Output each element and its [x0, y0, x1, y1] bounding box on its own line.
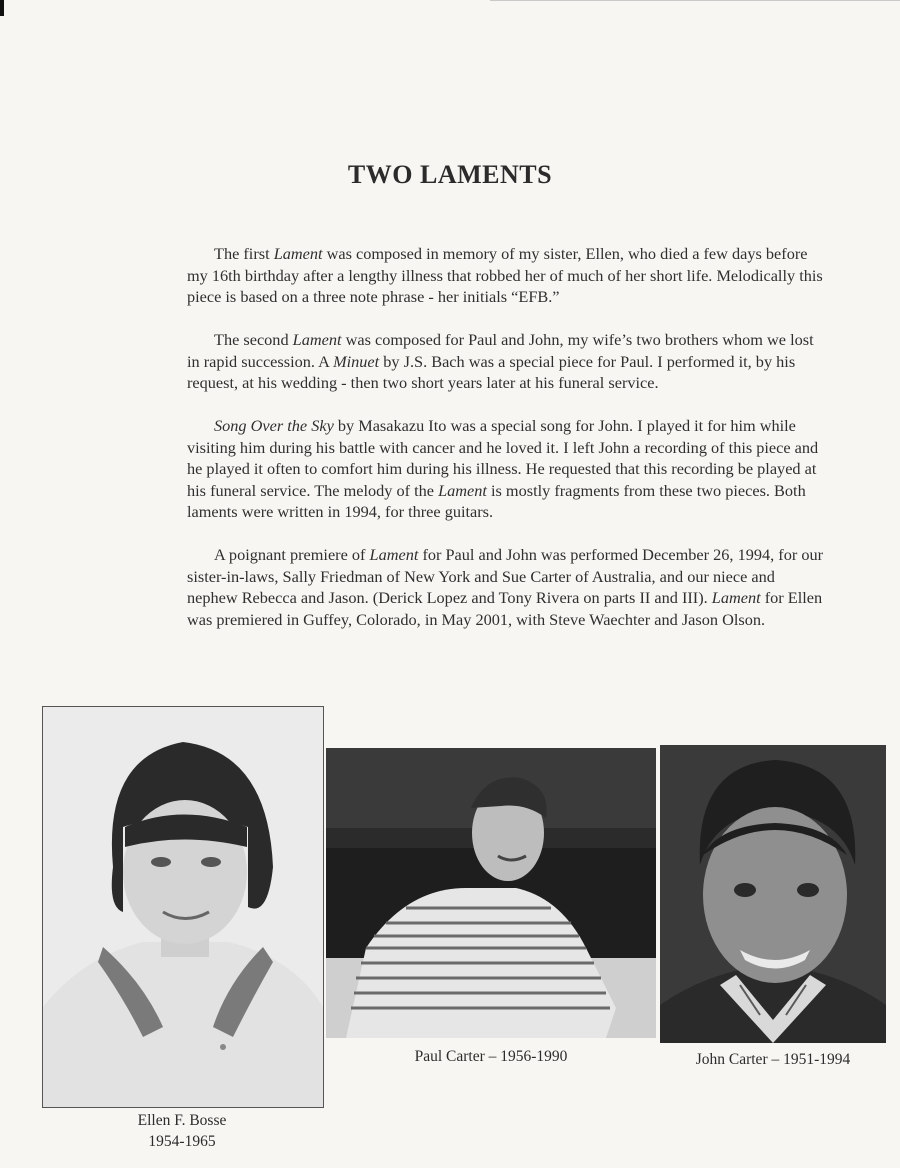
paragraph-2: The second Lament was composed for Paul and John, my wife’s two brothers whom we lost in rapid succession. A Minuet by J.S. Bach was a special piece for Paul. I performed it, by his request, at his wedding - then two short years later at his funeral service. [187, 330, 814, 392]
paragraph-3: Song Over the Sky by Masakazu Ito was a special song for John. I played it for him while visiting him during his battle with cancer and he loved it. I left John a recording of this piece and he played it often to comfort him during his illness. He requested that this recording be played at his funeral service. The melody of the Lament is mostly fragments from these two pieces. Both laments were written in 1994, for three guitars. [187, 416, 819, 521]
caption-ellen [42, 1110, 322, 1152]
photo-john [660, 745, 886, 1043]
photo-ellen [42, 706, 324, 1108]
caption-paul: Paul Carter – 1956-1990 [414, 1048, 568, 1065]
scan-edge-line [490, 0, 900, 1]
caption-ellen-name: Ellen F. Bosse [137, 1112, 227, 1129]
paragraph-4: A poignant premiere of Lament for Paul and John was performed December 26, 1994, for our sister-in-laws, Sally Friedman of New York and Sue Carter of Australia, and our niece and nephew Rebecca and Jason. (Derick Lopez and Tony Rivera on parts II and III). Lament for Ellen was premiered in Guffey, Colorado, in May 2001, with Steve Waechter and Jason Olson. [187, 545, 824, 629]
caption-john: John Carter – 1951-1994 [695, 1051, 851, 1068]
photo-paul [326, 748, 656, 1038]
paragraph-1: The first Lament was composed in memory of my sister, Ellen, who died a few days before my 16th birthday after a lengthy illness that robbed her of much of her short life. Melodically this piece is based on a three note phrase - her initials “EFB.” [187, 244, 823, 306]
caption-ellen-years: 1954-1965 [148, 1133, 216, 1150]
scan-corner-mark [0, 0, 4, 16]
page-title: TWO LAMENTS [347, 160, 553, 189]
body-text [187, 243, 827, 652]
